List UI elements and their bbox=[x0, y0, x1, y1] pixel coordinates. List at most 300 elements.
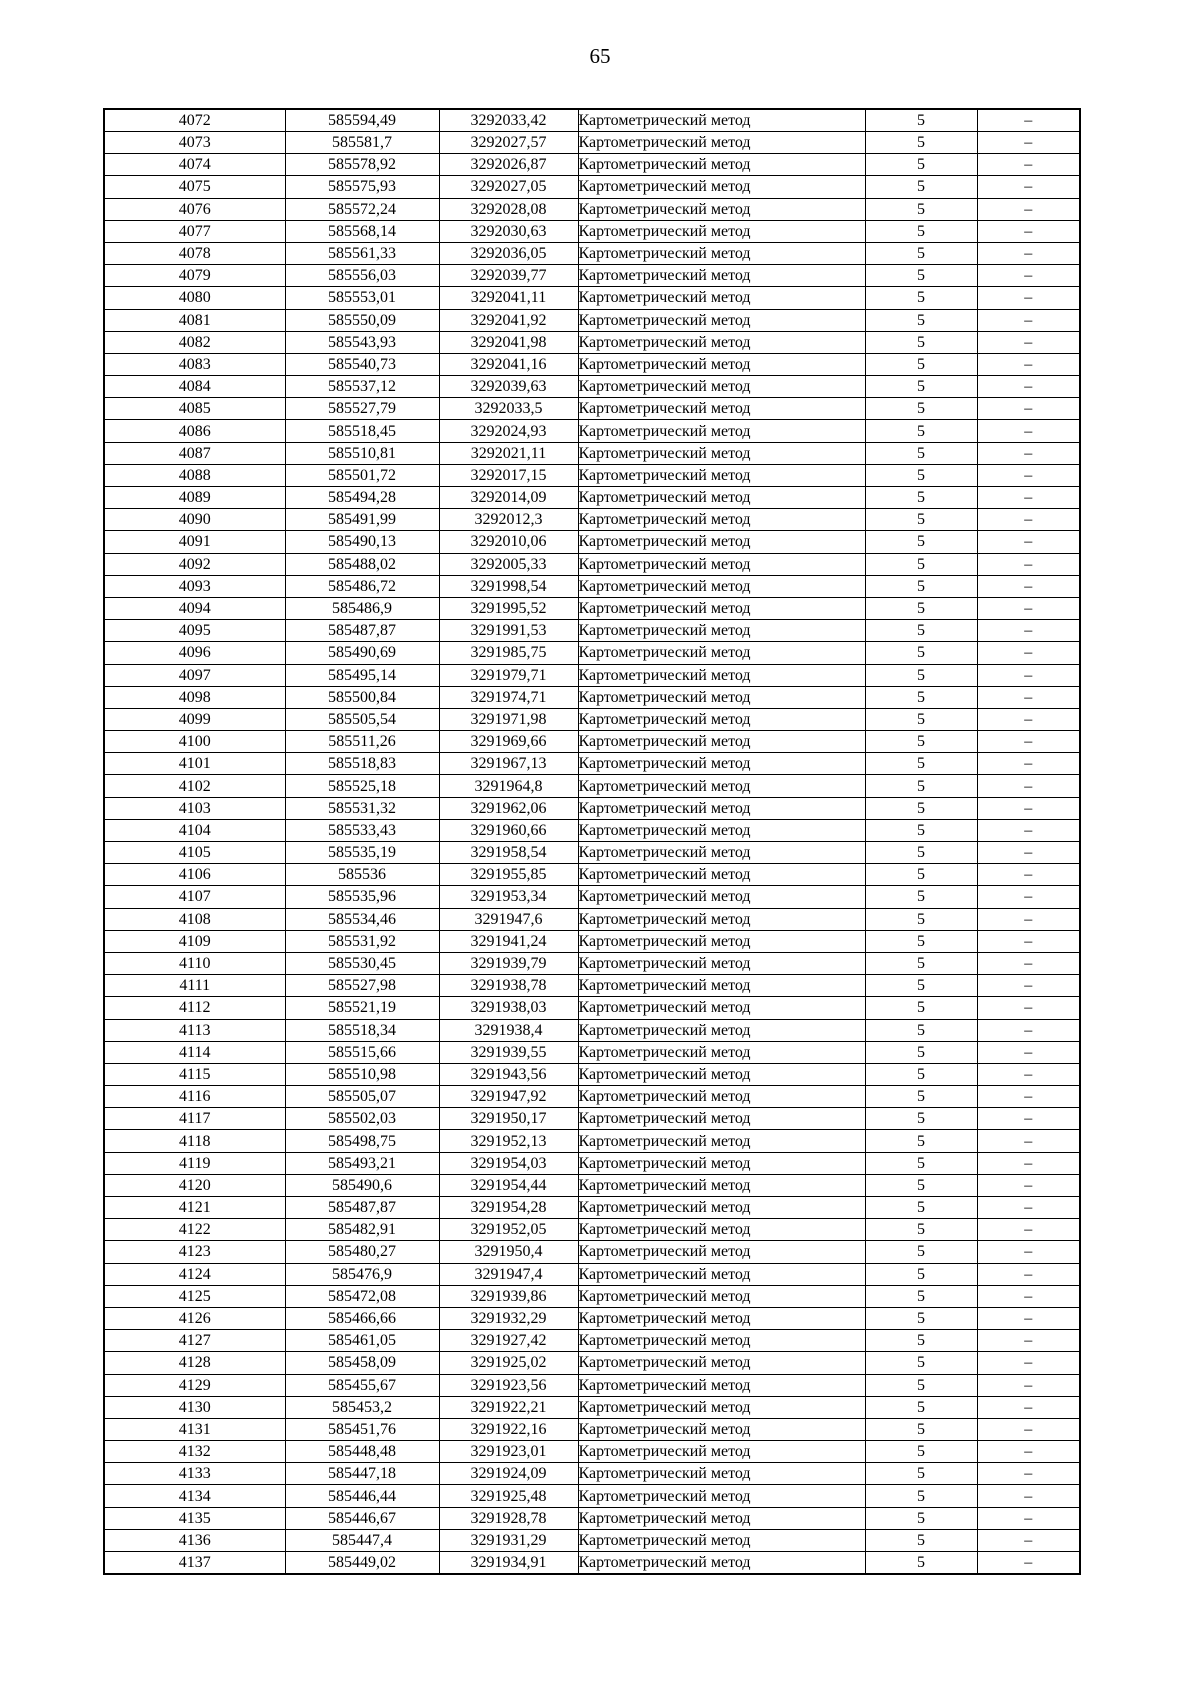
point-number-cell: 4081 bbox=[104, 309, 285, 331]
table-row bbox=[104, 132, 1080, 154]
point-number-cell: 4087 bbox=[104, 442, 285, 464]
point-number-cell: 4103 bbox=[104, 797, 285, 819]
accuracy-cell: 5 bbox=[865, 930, 977, 952]
point-number-cell: 4136 bbox=[104, 1529, 285, 1551]
dash-cell: – bbox=[977, 331, 1080, 353]
table-row bbox=[104, 176, 1080, 198]
method-cell: Картометрический метод bbox=[578, 1352, 865, 1374]
method-cell: Картометрический метод bbox=[578, 220, 865, 242]
x-coordinate-cell: 585556,03 bbox=[285, 265, 439, 287]
x-coordinate-cell: 585500,84 bbox=[285, 686, 439, 708]
y-coordinate-cell: 3291991,53 bbox=[439, 620, 578, 642]
accuracy-cell: 5 bbox=[865, 908, 977, 930]
accuracy-cell: 5 bbox=[865, 531, 977, 553]
point-number-cell: 4131 bbox=[104, 1418, 285, 1440]
x-coordinate-cell: 585472,08 bbox=[285, 1285, 439, 1307]
table-row bbox=[104, 220, 1080, 242]
point-number-cell: 4092 bbox=[104, 553, 285, 575]
point-number-cell: 4111 bbox=[104, 975, 285, 997]
dash-cell: – bbox=[977, 642, 1080, 664]
point-number-cell: 4125 bbox=[104, 1285, 285, 1307]
x-coordinate-cell: 585533,43 bbox=[285, 819, 439, 841]
x-coordinate-cell: 585575,93 bbox=[285, 176, 439, 198]
table-row bbox=[104, 1552, 1080, 1575]
dash-cell: – bbox=[977, 864, 1080, 886]
method-cell: Картометрический метод bbox=[578, 930, 865, 952]
method-cell: Картометрический метод bbox=[578, 109, 865, 132]
accuracy-cell: 5 bbox=[865, 1441, 977, 1463]
accuracy-cell: 5 bbox=[865, 1263, 977, 1285]
y-coordinate-cell: 3291922,16 bbox=[439, 1418, 578, 1440]
accuracy-cell: 5 bbox=[865, 842, 977, 864]
accuracy-cell: 5 bbox=[865, 1041, 977, 1063]
method-cell: Картометрический метод bbox=[578, 1418, 865, 1440]
x-coordinate-cell: 585572,24 bbox=[285, 198, 439, 220]
point-number-cell: 4122 bbox=[104, 1219, 285, 1241]
y-coordinate-cell: 3292027,05 bbox=[439, 176, 578, 198]
dash-cell: – bbox=[977, 1529, 1080, 1551]
accuracy-cell: 5 bbox=[865, 975, 977, 997]
point-number-cell: 4116 bbox=[104, 1086, 285, 1108]
table-row bbox=[104, 509, 1080, 531]
table-row bbox=[104, 952, 1080, 974]
method-cell: Картометрический метод bbox=[578, 1152, 865, 1174]
y-coordinate-cell: 3291923,01 bbox=[439, 1441, 578, 1463]
accuracy-cell: 5 bbox=[865, 198, 977, 220]
table-row bbox=[104, 376, 1080, 398]
accuracy-cell: 5 bbox=[865, 265, 977, 287]
point-number-cell: 4100 bbox=[104, 731, 285, 753]
method-cell: Картометрический метод bbox=[578, 975, 865, 997]
y-coordinate-cell: 3291925,48 bbox=[439, 1485, 578, 1507]
point-number-cell: 4073 bbox=[104, 132, 285, 154]
method-cell: Картометрический метод bbox=[578, 1552, 865, 1575]
accuracy-cell: 5 bbox=[865, 376, 977, 398]
point-number-cell: 4090 bbox=[104, 509, 285, 531]
dash-cell: – bbox=[977, 1041, 1080, 1063]
method-cell: Картометрический метод bbox=[578, 1485, 865, 1507]
point-number-cell: 4079 bbox=[104, 265, 285, 287]
accuracy-cell: 5 bbox=[865, 154, 977, 176]
point-number-cell: 4121 bbox=[104, 1197, 285, 1219]
dash-cell: – bbox=[977, 1219, 1080, 1241]
table-row bbox=[104, 1485, 1080, 1507]
method-cell: Картометрический метод bbox=[578, 132, 865, 154]
method-cell: Картометрический метод bbox=[578, 265, 865, 287]
y-coordinate-cell: 3292024,93 bbox=[439, 420, 578, 442]
point-number-cell: 4075 bbox=[104, 176, 285, 198]
y-coordinate-cell: 3291960,66 bbox=[439, 819, 578, 841]
point-number-cell: 4130 bbox=[104, 1396, 285, 1418]
point-number-cell: 4129 bbox=[104, 1374, 285, 1396]
dash-cell: – bbox=[977, 242, 1080, 264]
dash-cell: – bbox=[977, 842, 1080, 864]
y-coordinate-cell: 3292041,11 bbox=[439, 287, 578, 309]
point-number-cell: 4104 bbox=[104, 819, 285, 841]
table-row bbox=[104, 1108, 1080, 1130]
point-number-cell: 4105 bbox=[104, 842, 285, 864]
method-cell: Картометрический метод bbox=[578, 753, 865, 775]
table-row bbox=[104, 1219, 1080, 1241]
method-cell: Картометрический метод bbox=[578, 1219, 865, 1241]
accuracy-cell: 5 bbox=[865, 952, 977, 974]
x-coordinate-cell: 585458,09 bbox=[285, 1352, 439, 1374]
method-cell: Картометрический метод bbox=[578, 575, 865, 597]
dash-cell: – bbox=[977, 1263, 1080, 1285]
y-coordinate-cell: 3291967,13 bbox=[439, 753, 578, 775]
table-row bbox=[104, 553, 1080, 575]
accuracy-cell: 5 bbox=[865, 1330, 977, 1352]
x-coordinate-cell: 585446,67 bbox=[285, 1507, 439, 1529]
x-coordinate-cell: 585490,69 bbox=[285, 642, 439, 664]
method-cell: Картометрический метод bbox=[578, 1130, 865, 1152]
y-coordinate-cell: 3292010,06 bbox=[439, 531, 578, 553]
dash-cell: – bbox=[977, 975, 1080, 997]
accuracy-cell: 5 bbox=[865, 1086, 977, 1108]
table-row bbox=[104, 1241, 1080, 1263]
x-coordinate-cell: 585461,05 bbox=[285, 1330, 439, 1352]
method-cell: Картометрический метод bbox=[578, 1019, 865, 1041]
method-cell: Картометрический метод bbox=[578, 1396, 865, 1418]
accuracy-cell: 5 bbox=[865, 1418, 977, 1440]
table-row bbox=[104, 1463, 1080, 1485]
y-coordinate-cell: 3292014,09 bbox=[439, 487, 578, 509]
method-cell: Картометрический метод bbox=[578, 597, 865, 619]
dash-cell: – bbox=[977, 420, 1080, 442]
accuracy-cell: 5 bbox=[865, 775, 977, 797]
dash-cell: – bbox=[977, 1552, 1080, 1575]
accuracy-cell: 5 bbox=[865, 353, 977, 375]
dash-cell: – bbox=[977, 1307, 1080, 1329]
y-coordinate-cell: 3291922,21 bbox=[439, 1396, 578, 1418]
x-coordinate-cell: 585521,19 bbox=[285, 997, 439, 1019]
y-coordinate-cell: 3291952,13 bbox=[439, 1130, 578, 1152]
dash-cell: – bbox=[977, 1374, 1080, 1396]
x-coordinate-cell: 585534,46 bbox=[285, 908, 439, 930]
method-cell: Картометрический метод bbox=[578, 620, 865, 642]
method-cell: Картометрический метод bbox=[578, 376, 865, 398]
point-number-cell: 4078 bbox=[104, 242, 285, 264]
dash-cell: – bbox=[977, 1241, 1080, 1263]
dash-cell: – bbox=[977, 664, 1080, 686]
table-row bbox=[104, 1130, 1080, 1152]
method-cell: Картометрический метод bbox=[578, 797, 865, 819]
method-cell: Картометрический метод bbox=[578, 531, 865, 553]
y-coordinate-cell: 3291947,6 bbox=[439, 908, 578, 930]
dash-cell: – bbox=[977, 1485, 1080, 1507]
point-number-cell: 4077 bbox=[104, 220, 285, 242]
dash-cell: – bbox=[977, 487, 1080, 509]
table-row bbox=[104, 620, 1080, 642]
accuracy-cell: 5 bbox=[865, 797, 977, 819]
x-coordinate-cell: 585525,18 bbox=[285, 775, 439, 797]
accuracy-cell: 5 bbox=[865, 509, 977, 531]
table-row bbox=[104, 198, 1080, 220]
y-coordinate-cell: 3291941,24 bbox=[439, 930, 578, 952]
method-cell: Картометрический метод bbox=[578, 1307, 865, 1329]
x-coordinate-cell: 585447,18 bbox=[285, 1463, 439, 1485]
y-coordinate-cell: 3292033,42 bbox=[439, 109, 578, 132]
method-cell: Картометрический метод bbox=[578, 664, 865, 686]
method-cell: Картометрический метод bbox=[578, 287, 865, 309]
x-coordinate-cell: 585480,27 bbox=[285, 1241, 439, 1263]
x-coordinate-cell: 585488,02 bbox=[285, 553, 439, 575]
dash-cell: – bbox=[977, 1152, 1080, 1174]
dash-cell: – bbox=[977, 731, 1080, 753]
table-row bbox=[104, 1374, 1080, 1396]
accuracy-cell: 5 bbox=[865, 442, 977, 464]
point-number-cell: 4114 bbox=[104, 1041, 285, 1063]
dash-cell: – bbox=[977, 132, 1080, 154]
dash-cell: – bbox=[977, 287, 1080, 309]
x-coordinate-cell: 585518,34 bbox=[285, 1019, 439, 1041]
method-cell: Картометрический метод bbox=[578, 398, 865, 420]
accuracy-cell: 5 bbox=[865, 1396, 977, 1418]
y-coordinate-cell: 3291927,42 bbox=[439, 1330, 578, 1352]
point-number-cell: 4110 bbox=[104, 952, 285, 974]
dash-cell: – bbox=[977, 997, 1080, 1019]
y-coordinate-cell: 3291998,54 bbox=[439, 575, 578, 597]
table-row bbox=[104, 420, 1080, 442]
method-cell: Картометрический метод bbox=[578, 1063, 865, 1085]
x-coordinate-cell: 585447,4 bbox=[285, 1529, 439, 1551]
table-row bbox=[104, 487, 1080, 509]
point-number-cell: 4106 bbox=[104, 864, 285, 886]
x-coordinate-cell: 585486,72 bbox=[285, 575, 439, 597]
dash-cell: – bbox=[977, 1063, 1080, 1085]
table-row bbox=[104, 265, 1080, 287]
y-coordinate-cell: 3291979,71 bbox=[439, 664, 578, 686]
point-number-cell: 4124 bbox=[104, 1263, 285, 1285]
point-number-cell: 4134 bbox=[104, 1485, 285, 1507]
x-coordinate-cell: 585535,19 bbox=[285, 842, 439, 864]
y-coordinate-cell: 3292030,63 bbox=[439, 220, 578, 242]
method-cell: Картометрический метод bbox=[578, 1041, 865, 1063]
point-number-cell: 4091 bbox=[104, 531, 285, 553]
dash-cell: – bbox=[977, 686, 1080, 708]
accuracy-cell: 5 bbox=[865, 1552, 977, 1575]
y-coordinate-cell: 3292036,05 bbox=[439, 242, 578, 264]
x-coordinate-cell: 585527,98 bbox=[285, 975, 439, 997]
accuracy-cell: 5 bbox=[865, 686, 977, 708]
method-cell: Картометрический метод bbox=[578, 176, 865, 198]
y-coordinate-cell: 3291964,8 bbox=[439, 775, 578, 797]
y-coordinate-cell: 3291952,05 bbox=[439, 1219, 578, 1241]
accuracy-cell: 5 bbox=[865, 242, 977, 264]
x-coordinate-cell: 585553,01 bbox=[285, 287, 439, 309]
table-row bbox=[104, 708, 1080, 730]
method-cell: Картометрический метод bbox=[578, 908, 865, 930]
y-coordinate-cell: 3291962,06 bbox=[439, 797, 578, 819]
y-coordinate-cell: 3291955,85 bbox=[439, 864, 578, 886]
table-row bbox=[104, 1197, 1080, 1219]
y-coordinate-cell: 3291947,4 bbox=[439, 1263, 578, 1285]
accuracy-cell: 5 bbox=[865, 331, 977, 353]
x-coordinate-cell: 585451,76 bbox=[285, 1418, 439, 1440]
accuracy-cell: 5 bbox=[865, 132, 977, 154]
x-coordinate-cell: 585476,9 bbox=[285, 1263, 439, 1285]
x-coordinate-cell: 585536 bbox=[285, 864, 439, 886]
dash-cell: – bbox=[977, 1507, 1080, 1529]
y-coordinate-cell: 3292017,15 bbox=[439, 464, 578, 486]
method-cell: Картометрический метод bbox=[578, 1263, 865, 1285]
point-number-cell: 4097 bbox=[104, 664, 285, 686]
y-coordinate-cell: 3291931,29 bbox=[439, 1529, 578, 1551]
accuracy-cell: 5 bbox=[865, 1063, 977, 1085]
accuracy-cell: 5 bbox=[865, 1174, 977, 1196]
dash-cell: – bbox=[977, 1174, 1080, 1196]
x-coordinate-cell: 585455,67 bbox=[285, 1374, 439, 1396]
x-coordinate-cell: 585482,91 bbox=[285, 1219, 439, 1241]
method-cell: Картометрический метод bbox=[578, 642, 865, 664]
accuracy-cell: 5 bbox=[865, 753, 977, 775]
y-coordinate-cell: 3291974,71 bbox=[439, 686, 578, 708]
accuracy-cell: 5 bbox=[865, 1507, 977, 1529]
point-number-cell: 4072 bbox=[104, 109, 285, 132]
point-number-cell: 4083 bbox=[104, 353, 285, 375]
accuracy-cell: 5 bbox=[865, 864, 977, 886]
dash-cell: – bbox=[977, 1019, 1080, 1041]
dash-cell: – bbox=[977, 775, 1080, 797]
y-coordinate-cell: 3291928,78 bbox=[439, 1507, 578, 1529]
y-coordinate-cell: 3291925,02 bbox=[439, 1352, 578, 1374]
point-number-cell: 4113 bbox=[104, 1019, 285, 1041]
accuracy-cell: 5 bbox=[865, 1285, 977, 1307]
method-cell: Картометрический метод bbox=[578, 952, 865, 974]
point-number-cell: 4107 bbox=[104, 886, 285, 908]
dash-cell: – bbox=[977, 819, 1080, 841]
table-row bbox=[104, 1152, 1080, 1174]
dash-cell: – bbox=[977, 886, 1080, 908]
method-cell: Картометрический метод bbox=[578, 154, 865, 176]
method-cell: Картометрический метод bbox=[578, 442, 865, 464]
dash-cell: – bbox=[977, 509, 1080, 531]
x-coordinate-cell: 585518,45 bbox=[285, 420, 439, 442]
x-coordinate-cell: 585487,87 bbox=[285, 1197, 439, 1219]
point-number-cell: 4127 bbox=[104, 1330, 285, 1352]
accuracy-cell: 5 bbox=[865, 1463, 977, 1485]
accuracy-cell: 5 bbox=[865, 1374, 977, 1396]
dash-cell: – bbox=[977, 309, 1080, 331]
table-row bbox=[104, 154, 1080, 176]
method-cell: Картометрический метод bbox=[578, 1108, 865, 1130]
dash-cell: – bbox=[977, 442, 1080, 464]
dash-cell: – bbox=[977, 1352, 1080, 1374]
table-row bbox=[104, 597, 1080, 619]
table-row bbox=[104, 1529, 1080, 1551]
x-coordinate-cell: 585491,99 bbox=[285, 509, 439, 531]
dash-cell: – bbox=[977, 464, 1080, 486]
table-row bbox=[104, 464, 1080, 486]
x-coordinate-cell: 585515,66 bbox=[285, 1041, 439, 1063]
table-row bbox=[104, 1041, 1080, 1063]
x-coordinate-cell: 585531,92 bbox=[285, 930, 439, 952]
x-coordinate-cell: 585537,12 bbox=[285, 376, 439, 398]
x-coordinate-cell: 585494,28 bbox=[285, 487, 439, 509]
y-coordinate-cell: 3292033,5 bbox=[439, 398, 578, 420]
method-cell: Картометрический метод bbox=[578, 1507, 865, 1529]
x-coordinate-cell: 585530,45 bbox=[285, 952, 439, 974]
dash-cell: – bbox=[977, 1396, 1080, 1418]
table-row bbox=[104, 1063, 1080, 1085]
y-coordinate-cell: 3292027,57 bbox=[439, 132, 578, 154]
point-number-cell: 4088 bbox=[104, 464, 285, 486]
table-row bbox=[104, 731, 1080, 753]
accuracy-cell: 5 bbox=[865, 287, 977, 309]
point-number-cell: 4132 bbox=[104, 1441, 285, 1463]
x-coordinate-cell: 585490,13 bbox=[285, 531, 439, 553]
y-coordinate-cell: 3291954,28 bbox=[439, 1197, 578, 1219]
table-row bbox=[104, 686, 1080, 708]
accuracy-cell: 5 bbox=[865, 1219, 977, 1241]
dash-cell: – bbox=[977, 1441, 1080, 1463]
point-number-cell: 4137 bbox=[104, 1552, 285, 1575]
method-cell: Картометрический метод bbox=[578, 1441, 865, 1463]
table-row bbox=[104, 1330, 1080, 1352]
y-coordinate-cell: 3292041,92 bbox=[439, 309, 578, 331]
x-coordinate-cell: 585449,02 bbox=[285, 1552, 439, 1575]
method-cell: Картометрический метод bbox=[578, 997, 865, 1019]
y-coordinate-cell: 3291938,03 bbox=[439, 997, 578, 1019]
dash-cell: – bbox=[977, 1330, 1080, 1352]
y-coordinate-cell: 3291985,75 bbox=[439, 642, 578, 664]
point-number-cell: 4074 bbox=[104, 154, 285, 176]
y-coordinate-cell: 3292041,98 bbox=[439, 331, 578, 353]
accuracy-cell: 5 bbox=[865, 1529, 977, 1551]
accuracy-cell: 5 bbox=[865, 731, 977, 753]
y-coordinate-cell: 3292041,16 bbox=[439, 353, 578, 375]
x-coordinate-cell: 585594,49 bbox=[285, 109, 439, 132]
x-coordinate-cell: 585487,87 bbox=[285, 620, 439, 642]
y-coordinate-cell: 3292028,08 bbox=[439, 198, 578, 220]
x-coordinate-cell: 585466,66 bbox=[285, 1307, 439, 1329]
point-number-cell: 4096 bbox=[104, 642, 285, 664]
dash-cell: – bbox=[977, 930, 1080, 952]
x-coordinate-cell: 585543,93 bbox=[285, 331, 439, 353]
dash-cell: – bbox=[977, 398, 1080, 420]
point-number-cell: 4085 bbox=[104, 398, 285, 420]
table-row bbox=[104, 775, 1080, 797]
point-number-cell: 4093 bbox=[104, 575, 285, 597]
accuracy-cell: 5 bbox=[865, 1108, 977, 1130]
x-coordinate-cell: 585561,33 bbox=[285, 242, 439, 264]
x-coordinate-cell: 585493,21 bbox=[285, 1152, 439, 1174]
table-row bbox=[104, 975, 1080, 997]
method-cell: Картометрический метод bbox=[578, 864, 865, 886]
y-coordinate-cell: 3292005,33 bbox=[439, 553, 578, 575]
y-coordinate-cell: 3291939,86 bbox=[439, 1285, 578, 1307]
dash-cell: – bbox=[977, 1285, 1080, 1307]
method-cell: Картометрический метод bbox=[578, 420, 865, 442]
point-number-cell: 4098 bbox=[104, 686, 285, 708]
accuracy-cell: 5 bbox=[865, 997, 977, 1019]
y-coordinate-cell: 3291950,4 bbox=[439, 1241, 578, 1263]
x-coordinate-cell: 585531,32 bbox=[285, 797, 439, 819]
method-cell: Картометрический метод bbox=[578, 1241, 865, 1263]
dash-cell: – bbox=[977, 575, 1080, 597]
method-cell: Картометрический метод bbox=[578, 553, 865, 575]
accuracy-cell: 5 bbox=[865, 620, 977, 642]
table-row bbox=[104, 398, 1080, 420]
point-number-cell: 4133 bbox=[104, 1463, 285, 1485]
y-coordinate-cell: 3291971,98 bbox=[439, 708, 578, 730]
y-coordinate-cell: 3292021,11 bbox=[439, 442, 578, 464]
table-row bbox=[104, 886, 1080, 908]
point-number-cell: 4120 bbox=[104, 1174, 285, 1196]
x-coordinate-cell: 585578,92 bbox=[285, 154, 439, 176]
point-number-cell: 4109 bbox=[104, 930, 285, 952]
table-row bbox=[104, 1174, 1080, 1196]
